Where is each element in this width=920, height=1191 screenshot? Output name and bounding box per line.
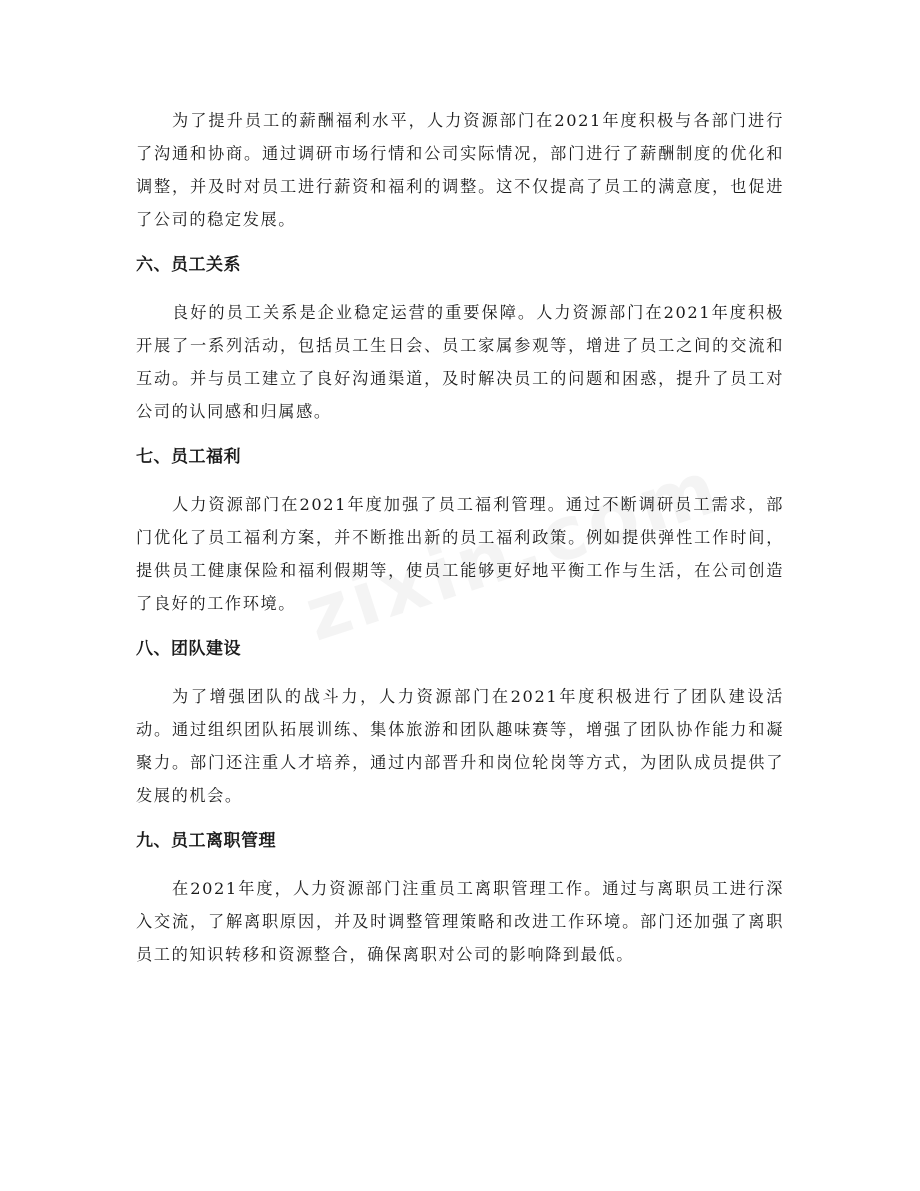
section-heading-employee-benefits: 七、员工福利 [136,447,241,467]
section-body-employee-benefits: 人力资源部门在2021年度加强了员工福利管理。通过不断调研员工需求，部门优化了员工福利方案，并不断推出新的员工福利政策。例如提供弹性工作时间，提供员工健康保险和福利假期等，使员工能够更好地平衡工作与生活，在公司创造了良好的工作环境。 [136,495,784,613]
section-body-team-building: 为了增强团队的战斗力，人力资源部门在2021年度积极进行了团队建设活动。通过组织团队拓展训练、集体旅游和团队趣味赛等，增强了团队协作能力和凝聚力。部门还注重人才培养，通过内部晋升和岗位轮岗等方式，为团队成员提供了发展的机会。 [136,687,784,805]
document-body [136,104,784,971]
section-heading-team-building: 八、团队建设 [136,639,241,659]
section-body-employee-relations: 良好的员工关系是企业稳定运营的重要保障。人力资源部门在2021年度积极开展了一系列活动，包括员工生日会、员工家属参观等，增进了员工之间的交流和互动。并与员工建立了良好沟通渠道，及时解决员工的问题和困惑，提升了员工对公司的认同感和归属感。 [136,303,784,421]
section-heading-resignation-management: 九、员工离职管理 [136,831,276,851]
intro-paragraph: 为了提升员工的薪酬福利水平，人力资源部门在2021年度积极与各部门进行了沟通和协商。通过调研市场行情和公司实际情况，部门进行了薪酬制度的优化和调整，并及时对员工进行薪资和福利的调整。这不仅提高了员工的满意度，也促进了公司的稳定发展。 [136,111,784,229]
section-body-resignation-management: 在2021年度，人力资源部门注重员工离职管理工作。通过与离职员工进行深入交流，了解离职原因，并及时调整管理策略和改进工作环境。部门还加强了离职员工的知识转移和资源整合，确保离职对公司的影响降到最低。 [136,879,784,964]
section-heading-employee-relations: 六、员工关系 [136,255,241,275]
